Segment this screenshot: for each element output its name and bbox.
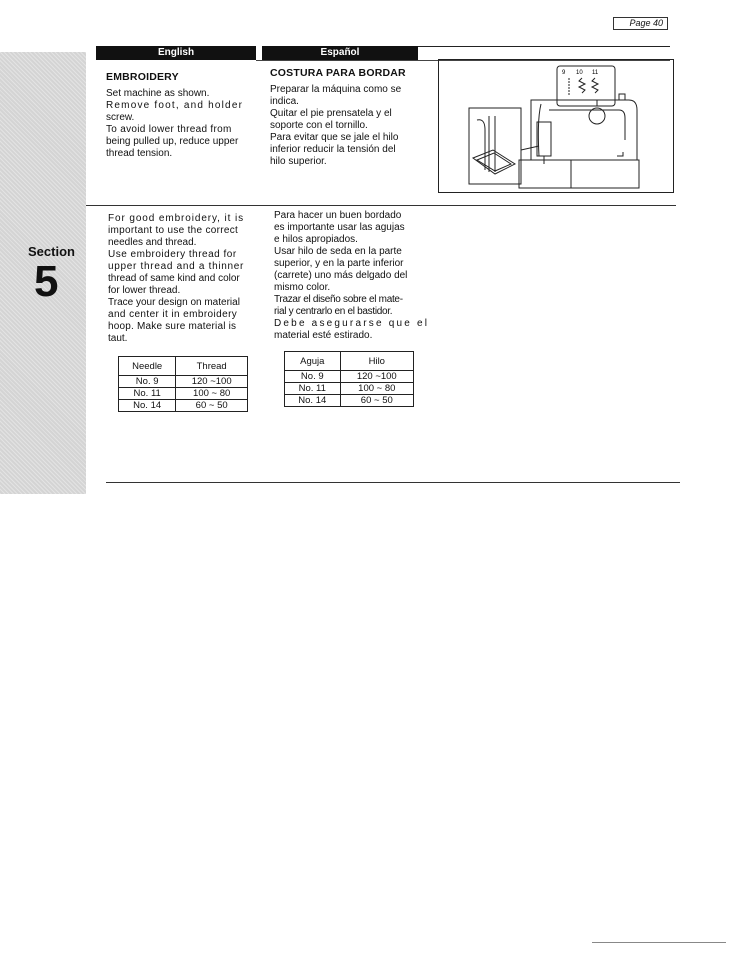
- table-row: [285, 371, 414, 383]
- header-rule: [418, 46, 670, 47]
- table-cell: 120 ~100: [340, 371, 413, 383]
- table-cell: 60 ~ 50: [176, 400, 248, 412]
- spanish-line: soporte con el tornillo.: [270, 120, 368, 131]
- spanish-body-line: es importante usar las agujas: [274, 222, 405, 233]
- spanish-body-line: mismo color.: [274, 282, 331, 293]
- table-cell: No. 14: [119, 400, 176, 412]
- english-line: screw.: [106, 112, 135, 123]
- english-line: thread tension.: [106, 148, 173, 159]
- dial-number: 9: [562, 70, 566, 76]
- table-row: [119, 400, 248, 412]
- spanish-instructions: [270, 84, 430, 168]
- section-label: Section: [28, 244, 75, 259]
- table-header-row: [119, 357, 248, 376]
- spanish-line: indica.: [270, 96, 299, 107]
- spanish-body-line: rial y centrarlo en el bastidor.: [274, 306, 393, 317]
- aguja-hilo-table: [284, 351, 414, 407]
- spanish-line: inferior reducir la tensión del: [270, 144, 396, 155]
- english-line: To avoid lower thread from: [106, 124, 232, 135]
- spanish-body-line: Usar hilo de seda en la parte: [274, 246, 402, 257]
- table-cell: No. 11: [119, 388, 176, 400]
- spanish-title: COSTURA PARA BORDAR: [270, 67, 406, 79]
- table-row: [285, 395, 414, 407]
- spanish-body-line: Para hacer un buen bordado: [274, 210, 402, 221]
- table-header-cell: Hilo: [340, 352, 413, 371]
- table-header-cell: Needle: [119, 357, 176, 376]
- table-cell: 120 ~100: [176, 376, 248, 388]
- english-body-line: thread of same kind and color: [108, 273, 240, 284]
- table-cell: No. 14: [285, 395, 341, 407]
- spanish-line: Preparar la máquina como se: [270, 84, 402, 95]
- needle-thread-table: [118, 356, 248, 412]
- table-cell: 100 ~ 80: [176, 388, 248, 400]
- corner-rule: [592, 942, 726, 943]
- spanish-body-line: e hilos apropiados.: [274, 234, 358, 245]
- dial-number: 11: [592, 70, 599, 76]
- english-header: English: [96, 46, 256, 60]
- english-instructions: [106, 88, 256, 160]
- english-body-line: Trace your design on material: [108, 297, 240, 308]
- english-body: [108, 213, 258, 345]
- english-body-line: needles and thread.: [108, 237, 197, 248]
- english-body-line: for lower thread.: [108, 285, 181, 296]
- spanish-body-line: material esté estirado.: [274, 330, 373, 341]
- table-header-cell: Thread: [176, 357, 248, 376]
- spanish-line: Quitar el pie prensatela y el: [270, 108, 392, 119]
- page-number: Page 40: [613, 17, 668, 30]
- table-cell: 100 ~ 80: [340, 383, 413, 395]
- english-body-line: hoop. Make sure material is: [108, 321, 237, 332]
- table-header-cell: Aguja: [285, 352, 341, 371]
- table-header-row: [285, 352, 414, 371]
- spanish-body-line: Trazar el diseño sobre el mate-: [274, 294, 403, 305]
- table-cell: No. 9: [285, 371, 341, 383]
- english-line: being pulled up, reduce upper: [106, 136, 239, 147]
- english-body-line: For good embroidery, it is: [108, 213, 245, 224]
- dial-number: 10: [576, 70, 583, 76]
- spanish-body: [274, 210, 430, 342]
- english-body-line: important to use the correct: [108, 225, 239, 236]
- table-row: [119, 376, 248, 388]
- english-body-line: Use embroidery thread for: [108, 249, 237, 260]
- english-body-line: taut.: [108, 333, 128, 344]
- spanish-body-line: (carrete) uno más delgado del: [274, 270, 408, 281]
- sewing-machine-illustration: [438, 59, 674, 193]
- table-cell: 60 ~ 50: [340, 395, 413, 407]
- spanish-body-line: superior, y en la parte inferior: [274, 258, 404, 269]
- sewing-machine-icon: [439, 60, 673, 192]
- spanish-body-line: Debe asegurarse que el: [274, 318, 430, 329]
- section-divider: [86, 205, 676, 206]
- english-body-line: and center it in embroidery: [108, 309, 238, 320]
- english-body-line: upper thread and a thinner: [108, 261, 245, 272]
- section-number: 5: [34, 257, 59, 306]
- table-cell: No. 11: [285, 383, 341, 395]
- english-line: Remove foot, and holder: [106, 100, 244, 111]
- table-row: [119, 388, 248, 400]
- spanish-line: hilo superior.: [270, 156, 327, 167]
- english-title: EMBROIDERY: [106, 71, 179, 83]
- english-line: Set machine as shown.: [106, 88, 210, 99]
- spanish-line: Para evitar que se jale el hilo: [270, 132, 399, 143]
- spanish-header: Español: [262, 46, 418, 60]
- table-row: [285, 383, 414, 395]
- bottom-rule: [106, 482, 680, 483]
- table-cell: No. 9: [119, 376, 176, 388]
